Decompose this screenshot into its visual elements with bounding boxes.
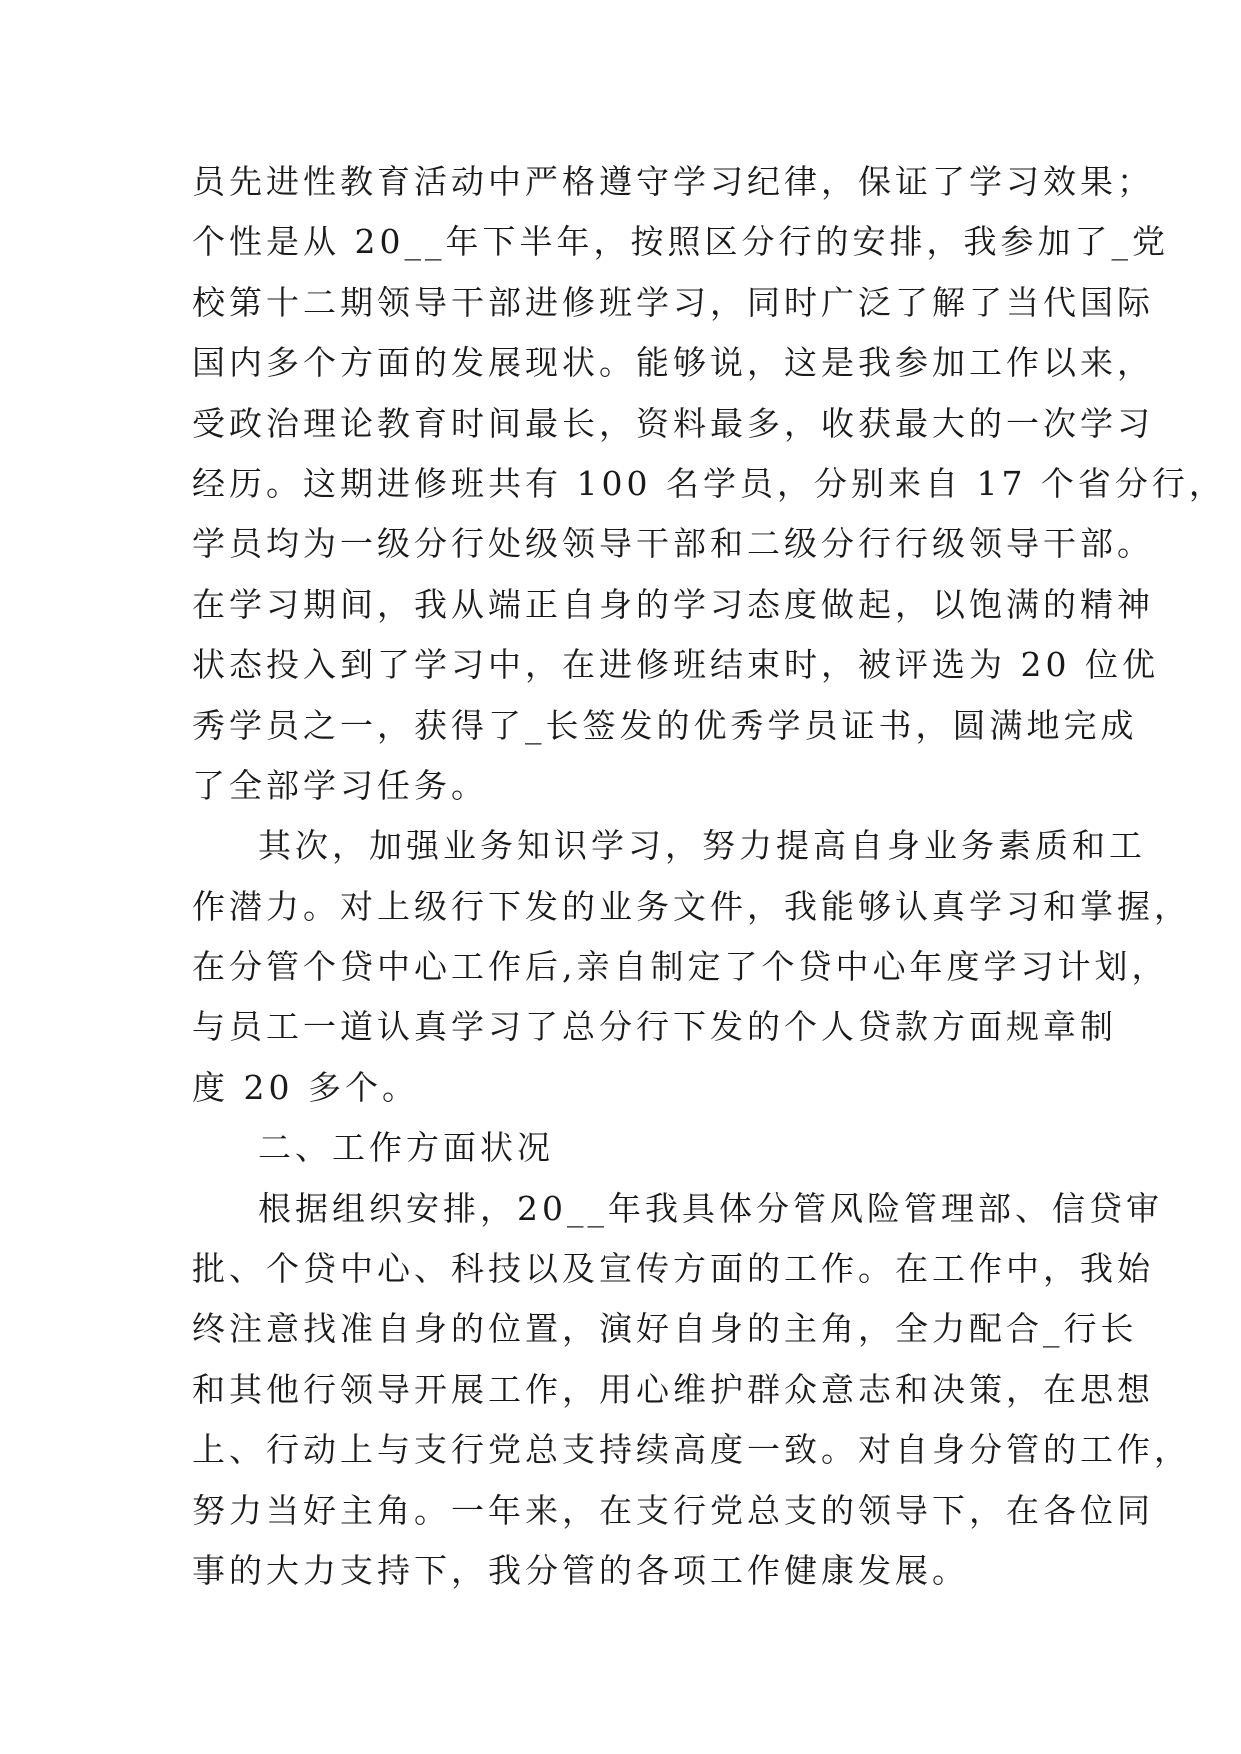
- text-line: 和其他行领导开展工作，用心维护群众意志和决策，在思想: [192, 1369, 1154, 1409]
- text-line: 国内多个方面的发展现状。能够说，这是我参加工作以来，: [192, 343, 1154, 383]
- text-line: 个性是从 20__年下半年，按照区分行的安排，我参加了_党: [192, 222, 1169, 262]
- text-line: 与员工一道认真学习了总分行下发的个人贷款方面规章制: [192, 1007, 1117, 1047]
- text-line: 受政治理论教育时间最长，资料最多，收获最大的一次学习: [192, 403, 1154, 443]
- text-line: 在分管个贷中心工作后,亲自制定了个贷中心年度学习计划，: [192, 947, 1169, 987]
- text-line: 秀学员之一，获得了_长签发的优秀学员证书，圆满地完成: [192, 705, 1138, 745]
- paragraph-last-line: 了全部学习任务。: [192, 765, 488, 805]
- text-line: 学员均为一级分行处级领导干部和二级分行行级领导干部。: [192, 524, 1154, 564]
- text-line: 状态投入到了学习中，在进修班结束时，被评选为 20 位优: [192, 645, 1159, 685]
- paragraph-last-line: 度 20 多个。: [192, 1067, 419, 1107]
- text-line: 校第十二期领导干部进修班学习，同时广泛了解了当代国际: [192, 282, 1154, 322]
- text-line: 努力当好主角。一年来，在支行党总支的领导下，在各位同: [192, 1490, 1154, 1530]
- text-line: 作潜力。对上级行下发的业务文件，我能够认真学习和掌握，: [192, 886, 1191, 926]
- text-line: 批、个贷中心、科技以及宣传方面的工作。在工作中，我始: [192, 1249, 1154, 1289]
- section-heading: 二、工作方面状况: [258, 1128, 554, 1168]
- paragraph-first-line: 根据组织安排，20__年我具体分管风险管理部、信贷审: [258, 1188, 1163, 1228]
- text-line: 终注意找准自身的位置，演好自身的主角，全力配合_行长: [192, 1309, 1138, 1349]
- paragraph-last-line: 事的大力支持下，我分管的各项工作健康发展。: [192, 1550, 969, 1590]
- paragraph-first-line: 其次，加强业务知识学习，努力提高自身业务素质和工: [258, 826, 1146, 866]
- text-line: 上、行动上与支行党总支持续高度一致。对自身分管的工作，: [192, 1430, 1191, 1470]
- document-body: [192, 152, 1226, 1601]
- text-line: 经历。这期进修班共有 100 名学员，分别来自 17 个省分行，: [192, 463, 1226, 503]
- text-line: 在学习期间，我从端正自身的学习态度做起，以饱满的精神: [192, 584, 1154, 624]
- text-line: 员先进性教育活动中严格遵守学习纪律，保证了学习效果；: [192, 162, 1154, 201]
